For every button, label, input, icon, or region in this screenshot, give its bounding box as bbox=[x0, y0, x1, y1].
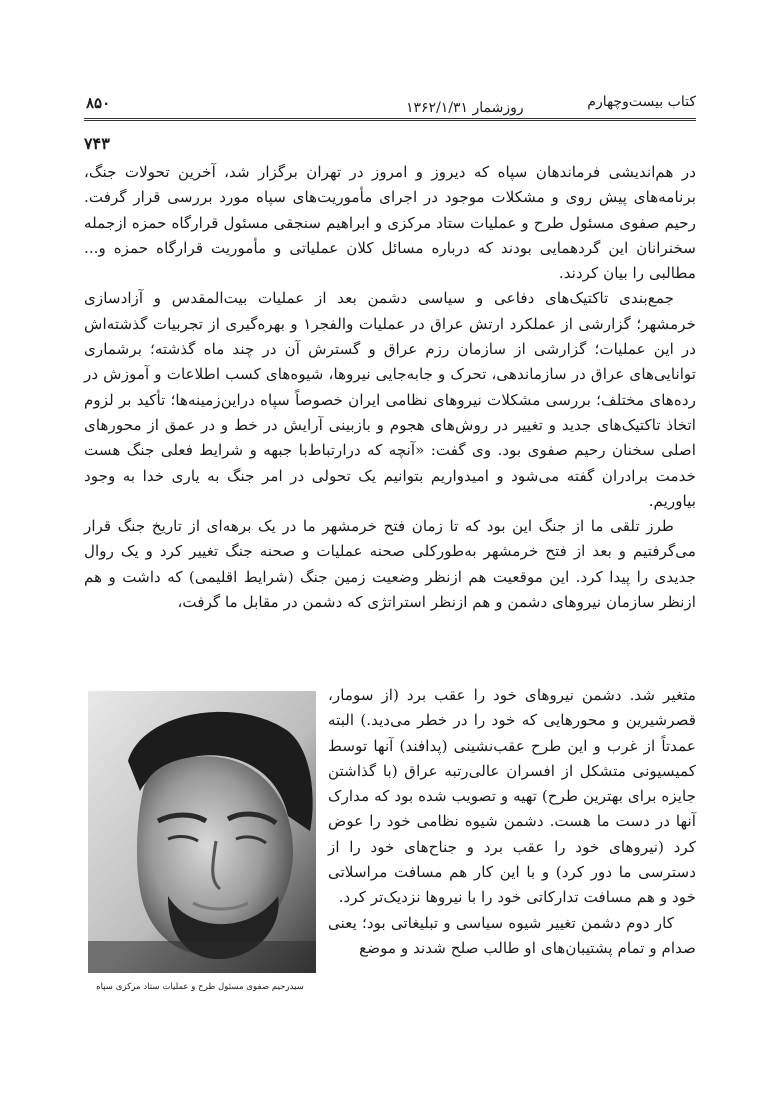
chronicle-date: روزشمار ۱۳۶۲/۱/۳۱ bbox=[402, 100, 528, 116]
header-rule bbox=[84, 118, 696, 119]
text-with-photo bbox=[84, 683, 696, 994]
photo-caption: سیدرحیم صفوی مسئول طرح و عملیات ستاد مرکزی سپاه bbox=[96, 982, 304, 992]
paragraph: طرز تلقی ما از جنگ این بود که تا زمان فتح خرمشهر ما در یک برهه‌ای از تاریخ جنگ قرار می‌گرفتیم و بعد از فتح خرمشهر به‌طورکلی صحنه عملیات و صحنه جنگ تغییر کرد و یک روال جدیدی را پیدا کرد. این موقعیت هم ازنظر وضعیت زمین جنگ (شرایط اقلیمی) که داشت و هم ازنظر سازمان نیروهای دشمن و هم ازنظر استراتژی که دشمن در مقابل ما گرفت، bbox=[84, 517, 696, 612]
book-title: کتاب بیست‌وچهارم bbox=[587, 94, 696, 110]
entry-body bbox=[84, 160, 696, 615]
paragraph: متغیر شد. دشمن نیروهای خود را عقب برد (از سومار، قصرشیرین و محورهایی که خود را در خطر می‌دید.) البته عمدتاً از غرب و این طرح عقب‌نشینی (پدافند) آنها توسط کمیسیونی متشکل از افسران عالی‌رتبه عراق (با گذاشتن جایزه برای بهترین طرح) تهیه و تصویب شده بود که مدارک آنها در دست ما هست. دشمن شیوه نظامی خود را عوض کرد (نیروهای خود را عقب برد و جناح‌های خود را از دسترسی ما دور کرد) و با این کار هم مسافت مراسلاتی خود و هم مسافت تدارکاتی خود را با نیروها نزدیک‌تر کرد. bbox=[328, 686, 696, 907]
portrait-photo bbox=[88, 691, 316, 973]
photo-figure bbox=[84, 691, 316, 994]
entry-number: ۷۴۳ bbox=[84, 134, 110, 153]
page-number: ۸۵۰ bbox=[86, 94, 111, 112]
running-header bbox=[84, 94, 696, 122]
paragraph: جمع‌بندی تاکتیک‌های دفاعی و سیاسی دشمن بعد از عملیات بیت‌المقدس و آزادسازی خرمشهر؛ گزارشی از عملکرد ارتش عراق در عملیات والفجر۱ و بهره‌گیری از تجربیات گذشته‌اش در این عملیات؛ گزارشی از سازمان رزم عراق و گسترش آن در چند ماه گذشته؛ برشماری توانایی‌های عراق در سازماندهی، تحرک و جابه‌جایی نیروها، شیوه‌های کسب اطلاعات و آموزش در رده‌های مختلف؛ بررسی مشکلات نیروهای نظامی ایران خصوصاً سپاه دراین‌زمینه‌ها؛ تأکید بر لزوم اتخاذ تاکتیک‌های جدید و تغییر در روش‌های هجوم و بازبینی آرایش در خط و در عمق از محورهای اصلی سخنان رحیم صفوی بود. وی گفت: «آنچه که درارتباط‌با جبهه و شرایط فعلی جنگ هست خدمت برادران گفته می‌شود و امیدواریم بتوانیم یک تحولی در امر جنگ به یاری خدا به وجود بیاوریم. bbox=[84, 289, 696, 510]
paragraph: در هم‌اندیشی فرماندهان سپاه که دیروز و امروز در تهران برگزار شد، آخرین تحولات جنگ، برنامه‌های پیش روی و مشکلات موجود در اجرای مأموریت‌های سپاه مورد بررسی قرار گرفت. رحیم صفوی مسئول طرح و عملیات ستاد مرکزی و ابراهیم سنجقی مسئول قرارگاه حمزه ازجمله سخنرانان این گردهمایی بودند که درباره مسائل کلان عملیاتی و مأموریت قرارگاه حمزه و... مطالبی را بیان کردند. bbox=[84, 163, 696, 283]
paragraph: کار دوم دشمن تغییر شیوه سیاسی و تبلیغاتی بود؛ یعنی صدام و تمام پشتیبان‌های او طالب صلح شدند و موضع bbox=[328, 913, 696, 957]
header-rule-double bbox=[84, 120, 696, 121]
